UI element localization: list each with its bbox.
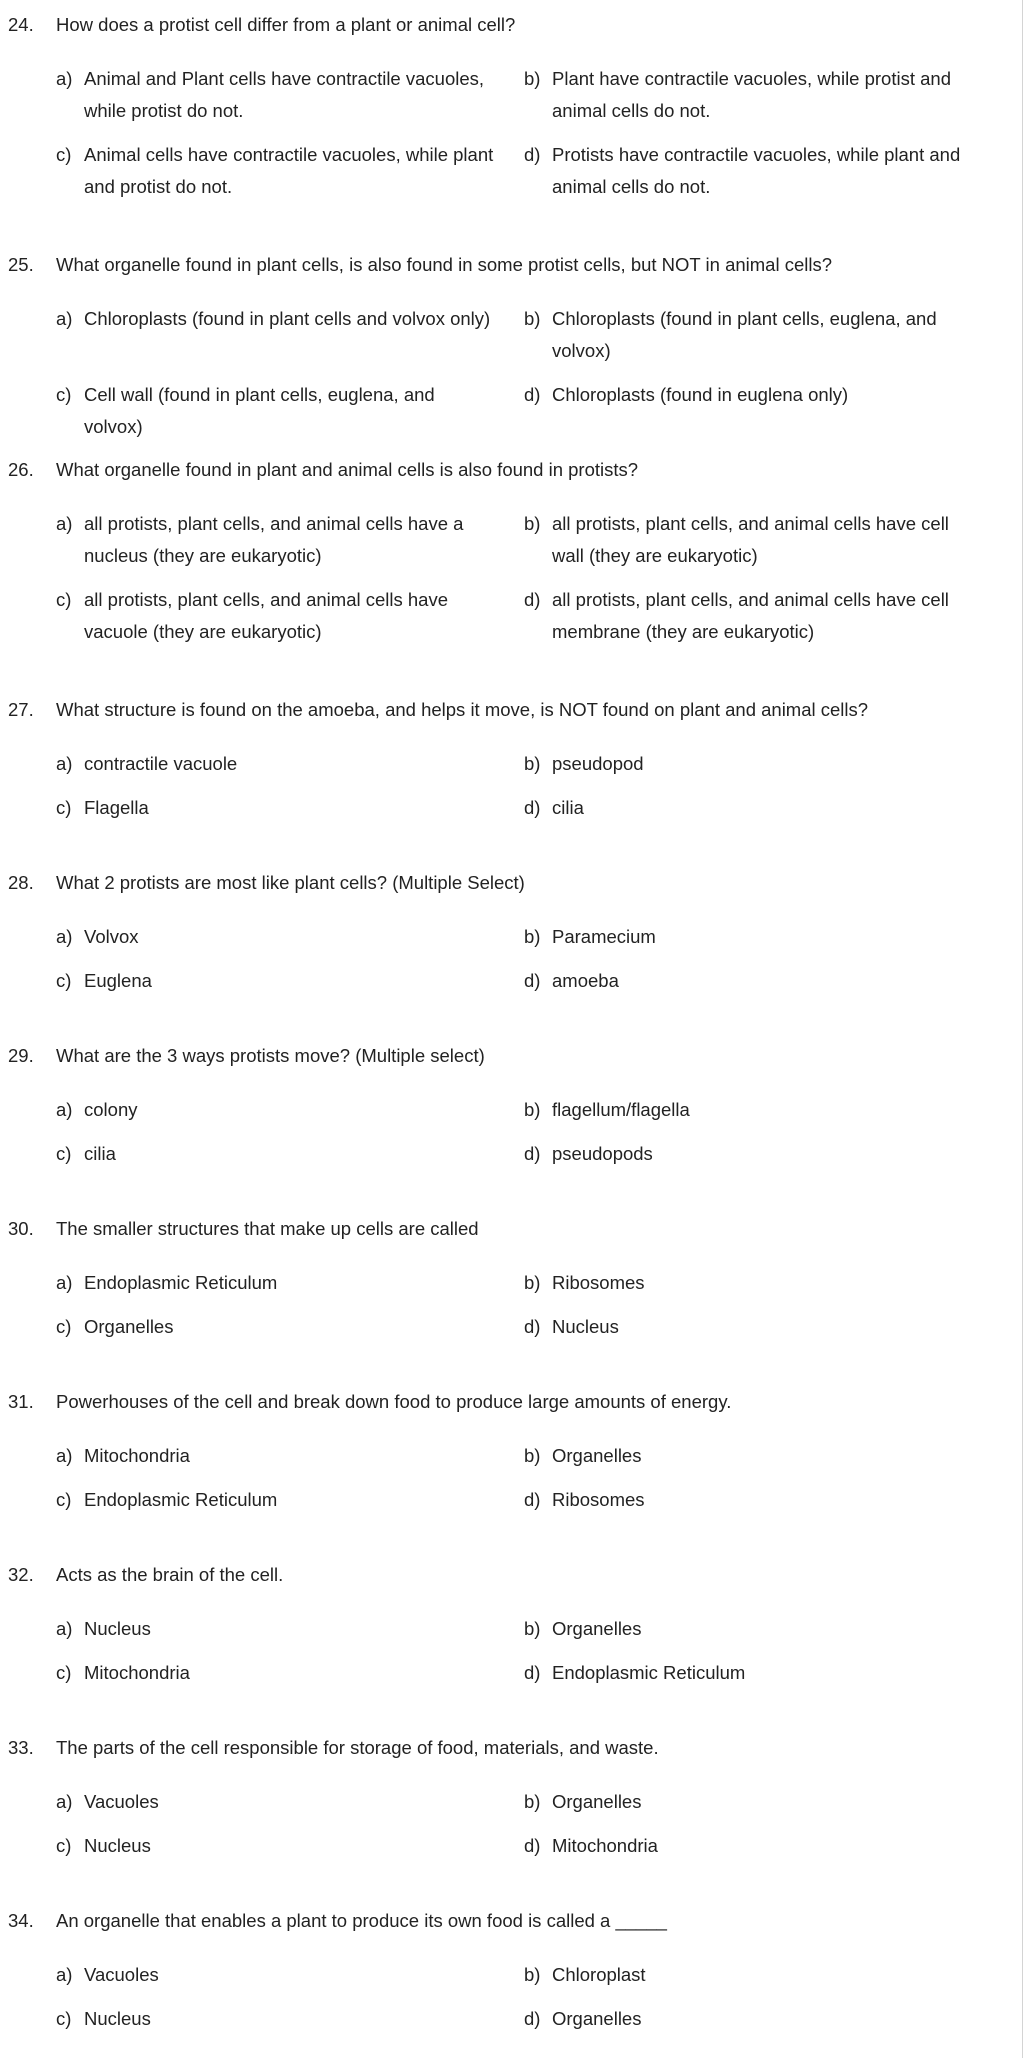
option-a[interactable] — [56, 63, 496, 127]
option-row — [0, 1657, 1010, 1701]
option-letter: a) — [56, 753, 73, 774]
option-letter: b) — [524, 308, 541, 329]
question-text: How does a protist cell differ from a plant or animal cell? — [56, 14, 516, 35]
option-text: cilia — [552, 797, 584, 818]
question-header — [0, 1561, 1010, 1589]
question-31 — [0, 1388, 1010, 1528]
question-header — [0, 251, 1010, 279]
option-row — [0, 508, 1010, 584]
option-text: Endoplasmic Reticulum — [84, 1489, 278, 1510]
option-letter: c) — [56, 1662, 72, 1683]
option-a[interactable] — [56, 1267, 496, 1299]
option-letter: d) — [524, 2008, 541, 2029]
option-d[interactable] — [524, 1138, 964, 1170]
option-letter: c) — [56, 384, 72, 405]
option-text: Plant have contractile vacuoles, while protist and animal cells do not. — [552, 68, 951, 121]
question-29 — [0, 1042, 1010, 1182]
option-row — [0, 1311, 1010, 1355]
option-letter: c) — [56, 144, 72, 165]
option-c[interactable] — [56, 1484, 496, 1516]
option-letter: d) — [524, 144, 541, 165]
answer-options — [0, 1613, 1010, 1701]
option-text: colony — [84, 1099, 138, 1120]
option-row — [0, 379, 1010, 437]
option-c[interactable] — [56, 1311, 496, 1343]
option-letter: b) — [524, 1445, 541, 1466]
option-c[interactable] — [56, 1657, 496, 1689]
question-30 — [0, 1215, 1010, 1355]
option-text: Nucleus — [84, 2008, 151, 2029]
option-letter: b) — [524, 68, 541, 89]
option-d[interactable] — [524, 1484, 964, 1516]
option-text: Mitochondria — [84, 1445, 190, 1466]
question-25 — [0, 251, 1010, 437]
option-text: contractile vacuole — [84, 753, 238, 774]
option-b[interactable] — [524, 748, 964, 780]
option-row — [0, 1267, 1010, 1311]
option-c[interactable] — [56, 379, 496, 443]
question-header — [0, 696, 1010, 724]
question-34 — [0, 1907, 1010, 2047]
question-text: What are the 3 ways protists move? (Multiple select) — [56, 1045, 485, 1066]
option-text: Animal cells have contractile vacuoles, while plant and protist do not. — [84, 144, 494, 197]
option-text: Organelles — [552, 1791, 642, 1812]
question-text: An organelle that enables a plant to produce its own food is called a _____ — [56, 1910, 667, 1931]
question-number: 28. — [8, 872, 34, 893]
option-row — [0, 63, 1010, 139]
option-text: Cell wall (found in plant cells, euglena, and volvox) — [84, 384, 435, 437]
question-text: What organelle found in plant cells, is also found in some protist cells, but NOT in animal cells? — [56, 254, 833, 275]
question-text: The smaller structures that make up cells are called — [56, 1218, 479, 1239]
question-header — [0, 1215, 1010, 1243]
option-text: pseudopods — [552, 1143, 653, 1164]
option-row — [0, 303, 1010, 379]
option-text: pseudopod — [552, 753, 644, 774]
option-text: all protists, plant cells, and animal cells have a nucleus (they are eukaryotic) — [84, 513, 464, 566]
question-number: 27. — [8, 699, 34, 720]
option-text: Endoplasmic Reticulum — [552, 1662, 746, 1683]
option-letter: a) — [56, 1272, 73, 1293]
option-text: Organelles — [552, 2008, 642, 2029]
answer-options — [0, 1094, 1010, 1182]
option-d[interactable] — [524, 792, 964, 824]
option-text: Chloroplasts (found in plant cells, euglena, and volvox) — [552, 308, 937, 361]
option-text: Organelles — [84, 1316, 174, 1337]
question-26 — [0, 456, 1010, 660]
question-number: 24. — [8, 14, 34, 35]
option-letter: c) — [56, 797, 72, 818]
option-d[interactable] — [524, 379, 964, 411]
option-b[interactable] — [524, 303, 964, 367]
option-letter: a) — [56, 308, 73, 329]
option-row — [0, 1094, 1010, 1138]
option-letter: b) — [524, 513, 541, 534]
question-24 — [0, 11, 1010, 215]
option-letter: b) — [524, 1964, 541, 1985]
question-text: What 2 protists are most like plant cells? (Multiple Select) — [56, 872, 525, 893]
option-row — [0, 1484, 1010, 1528]
option-d[interactable] — [524, 1311, 964, 1343]
option-letter: b) — [524, 1791, 541, 1812]
option-c[interactable] — [56, 965, 496, 997]
option-row — [0, 1138, 1010, 1182]
option-c[interactable] — [56, 2003, 496, 2035]
option-b[interactable] — [524, 1267, 964, 1299]
option-letter: d) — [524, 970, 541, 991]
question-header — [0, 869, 1010, 897]
option-a[interactable] — [56, 303, 496, 335]
option-letter: c) — [56, 1489, 72, 1510]
option-row — [0, 1613, 1010, 1657]
question-32 — [0, 1561, 1010, 1701]
question-28 — [0, 869, 1010, 1009]
option-text: Endoplasmic Reticulum — [84, 1272, 278, 1293]
option-c[interactable] — [56, 1138, 496, 1170]
option-text: Vacuoles — [84, 1964, 159, 1985]
option-text: Nucleus — [84, 1618, 151, 1639]
option-a[interactable] — [56, 921, 496, 953]
option-letter: d) — [524, 1489, 541, 1510]
answer-options — [0, 921, 1010, 1009]
option-row — [0, 1440, 1010, 1484]
answer-options — [0, 508, 1010, 660]
option-letter: c) — [56, 970, 72, 991]
option-a[interactable] — [56, 748, 496, 780]
option-row — [0, 139, 1010, 215]
option-text: Mitochondria — [84, 1662, 190, 1683]
option-c[interactable] — [56, 792, 496, 824]
question-number: 34. — [8, 1910, 34, 1931]
option-b[interactable] — [524, 1959, 964, 1991]
option-row — [0, 1830, 1010, 1874]
question-number: 31. — [8, 1391, 34, 1412]
option-text: Chloroplasts (found in euglena only) — [552, 384, 849, 405]
option-a[interactable] — [56, 1613, 496, 1645]
answer-options — [0, 303, 1010, 437]
option-b[interactable] — [524, 508, 964, 572]
option-letter: b) — [524, 926, 541, 947]
answer-options — [0, 63, 1010, 215]
option-letter: b) — [524, 1272, 541, 1293]
option-row — [0, 584, 1010, 660]
option-b[interactable] — [524, 1613, 964, 1645]
option-letter: c) — [56, 1316, 72, 1337]
answer-options — [0, 1267, 1010, 1355]
option-text: Chloroplasts (found in plant cells and volvox only) — [84, 308, 491, 329]
option-text: amoeba — [552, 970, 619, 991]
option-text: cilia — [84, 1143, 116, 1164]
option-letter: a) — [56, 1099, 73, 1120]
question-text: What organelle found in plant and animal cells is also found in protists? — [56, 459, 639, 480]
option-letter: a) — [56, 926, 73, 947]
option-letter: d) — [524, 589, 541, 610]
option-letter: d) — [524, 1316, 541, 1337]
option-text: Nucleus — [84, 1835, 151, 1856]
option-row — [0, 965, 1010, 1009]
option-text: Animal and Plant cells have contractile vacuoles, while protist do not. — [84, 68, 485, 121]
option-letter: d) — [524, 1835, 541, 1856]
option-text: Protists have contractile vacuoles, while plant and animal cells do not. — [552, 144, 961, 197]
option-row — [0, 792, 1010, 836]
option-a[interactable] — [56, 508, 496, 572]
question-text: Acts as the brain of the cell. — [56, 1564, 284, 1585]
option-letter: d) — [524, 797, 541, 818]
question-header — [0, 11, 1010, 39]
answer-options — [0, 748, 1010, 836]
page-edge-divider — [1022, 0, 1023, 2058]
option-letter: d) — [524, 1143, 541, 1164]
option-c[interactable] — [56, 1830, 496, 1862]
option-b[interactable] — [524, 1440, 964, 1472]
option-letter: b) — [524, 1099, 541, 1120]
question-header — [0, 1388, 1010, 1416]
option-letter: c) — [56, 1835, 72, 1856]
question-text: Powerhouses of the cell and break down food to produce large amounts of energy. — [56, 1391, 732, 1412]
question-header — [0, 456, 1010, 484]
option-a[interactable] — [56, 1959, 496, 1991]
option-text: all protists, plant cells, and animal cells have cell membrane (they are eukaryotic) — [552, 589, 949, 642]
option-letter: c) — [56, 589, 72, 610]
option-d[interactable] — [524, 584, 964, 648]
question-header — [0, 1907, 1010, 1935]
option-letter: c) — [56, 2008, 72, 2029]
question-number: 33. — [8, 1737, 34, 1758]
option-text: Ribosomes — [552, 1272, 645, 1293]
question-number: 30. — [8, 1218, 34, 1239]
question-header — [0, 1042, 1010, 1070]
option-d[interactable] — [524, 1830, 964, 1862]
option-letter: a) — [56, 1445, 73, 1466]
option-letter: a) — [56, 1618, 73, 1639]
question-text: The parts of the cell responsible for storage of food, materials, and waste. — [56, 1737, 659, 1758]
option-b[interactable] — [524, 1786, 964, 1818]
answer-options — [0, 1959, 1010, 2047]
option-a[interactable] — [56, 1440, 496, 1472]
option-letter: d) — [524, 1662, 541, 1683]
option-row — [0, 1959, 1010, 2003]
option-d[interactable] — [524, 965, 964, 997]
option-letter: a) — [56, 1791, 73, 1812]
option-text: Flagella — [84, 797, 149, 818]
option-text: Mitochondria — [552, 1835, 658, 1856]
question-header — [0, 1734, 1010, 1762]
question-text: What structure is found on the amoeba, and helps it move, is NOT found on plant and animal cells? — [56, 699, 869, 720]
question-number: 25. — [8, 254, 34, 275]
option-letter: b) — [524, 1618, 541, 1639]
answer-options — [0, 1440, 1010, 1528]
question-27 — [0, 696, 1010, 836]
option-d[interactable] — [524, 1657, 964, 1689]
question-number: 32. — [8, 1564, 34, 1585]
option-text: Nucleus — [552, 1316, 619, 1337]
option-b[interactable] — [524, 921, 964, 953]
option-b[interactable] — [524, 63, 964, 127]
option-letter: a) — [56, 68, 73, 89]
option-text: Paramecium — [552, 926, 656, 947]
option-c[interactable] — [56, 584, 496, 648]
option-a[interactable] — [56, 1786, 496, 1818]
question-33 — [0, 1734, 1010, 1874]
option-row — [0, 748, 1010, 792]
option-text: Euglena — [84, 970, 152, 991]
option-a[interactable] — [56, 1094, 496, 1126]
option-row — [0, 2003, 1010, 2047]
option-text: Organelles — [552, 1618, 642, 1639]
option-text: Chloroplast — [552, 1964, 646, 1985]
answer-options — [0, 1786, 1010, 1874]
option-d[interactable] — [524, 2003, 964, 2035]
option-letter: d) — [524, 384, 541, 405]
option-letter: a) — [56, 513, 73, 534]
option-letter: a) — [56, 1964, 73, 1985]
question-number: 29. — [8, 1045, 34, 1066]
option-c[interactable] — [56, 139, 496, 203]
option-text: Vacuoles — [84, 1791, 159, 1812]
option-b[interactable] — [524, 1094, 964, 1126]
option-text: Ribosomes — [552, 1489, 645, 1510]
option-letter: b) — [524, 753, 541, 774]
question-number: 26. — [8, 459, 34, 480]
option-row — [0, 1786, 1010, 1830]
option-text: all protists, plant cells, and animal cells have vacuole (they are eukaryotic) — [84, 589, 449, 642]
option-text: flagellum/flagella — [552, 1099, 690, 1120]
option-row — [0, 921, 1010, 965]
option-text: Organelles — [552, 1445, 642, 1466]
option-text: Volvox — [84, 926, 139, 947]
option-text: all protists, plant cells, and animal cells have cell wall (they are eukaryotic) — [552, 513, 949, 566]
option-letter: c) — [56, 1143, 72, 1164]
option-d[interactable] — [524, 139, 964, 203]
